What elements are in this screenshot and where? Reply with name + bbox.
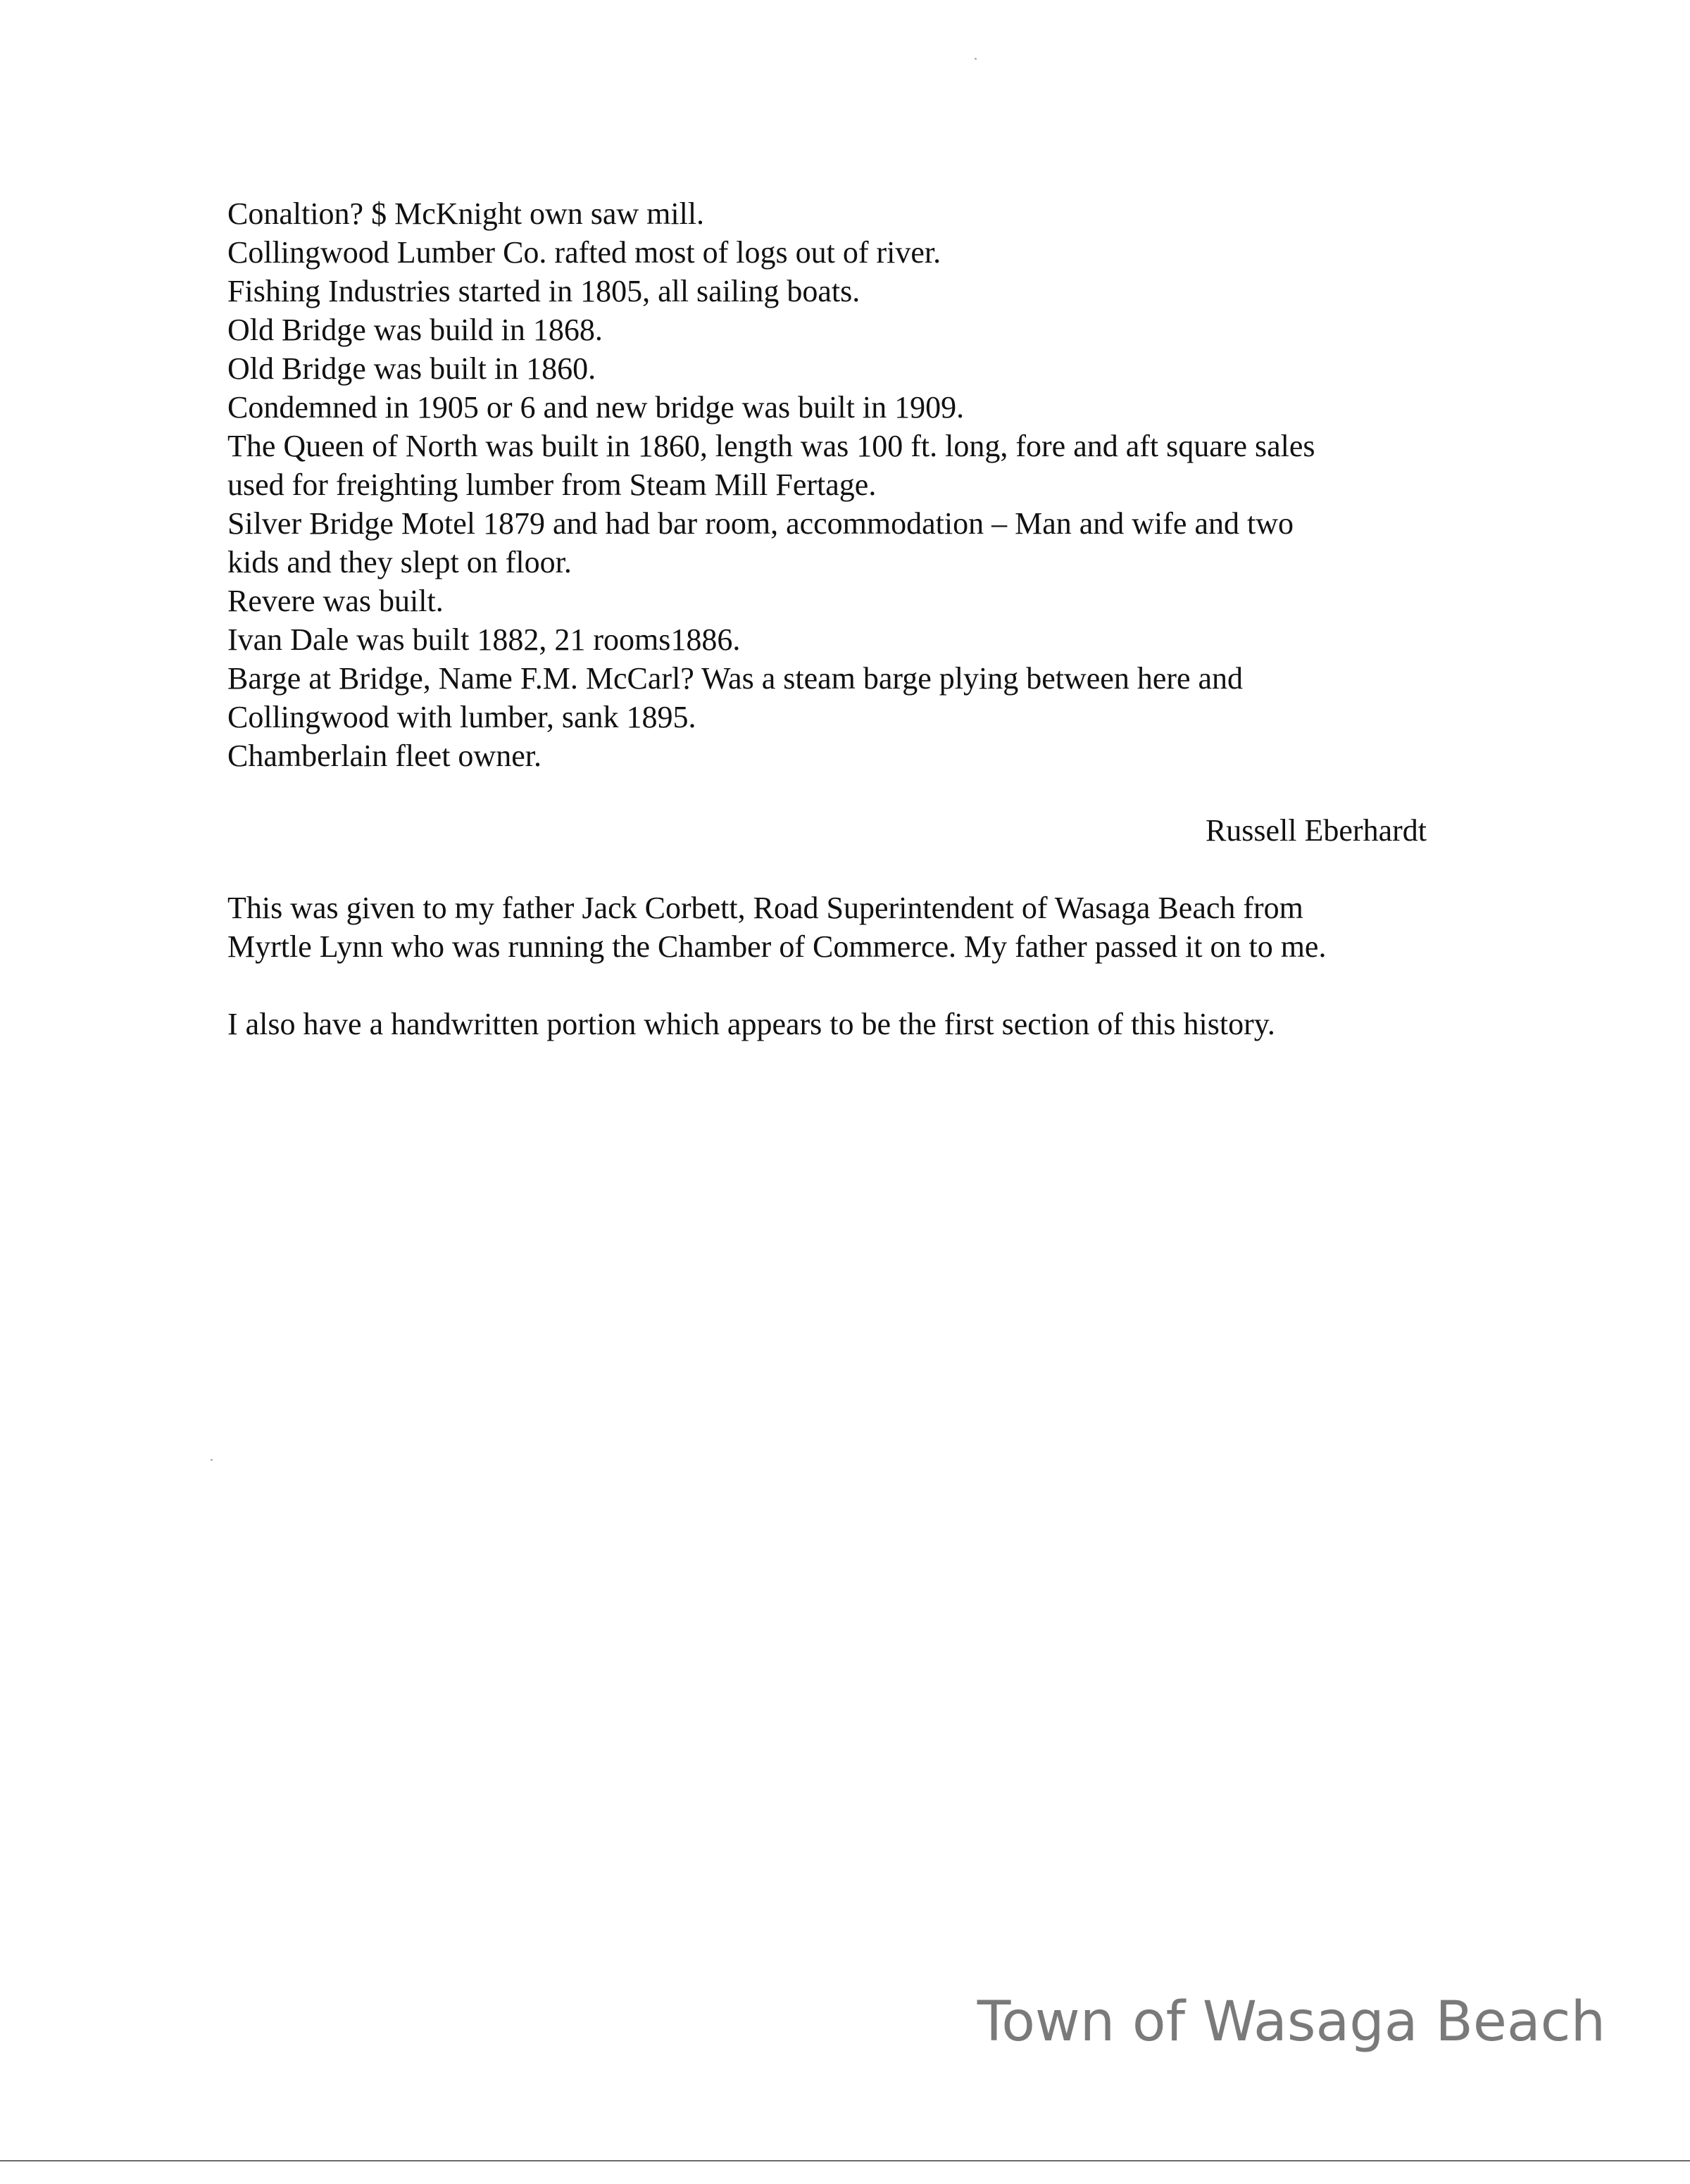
history-line: Old Bridge was built in 1860. [227, 351, 596, 386]
history-line: used for freighting lumber from Steam Mill Fertage. [227, 467, 877, 502]
history-line: Conaltion? $ McKnight own saw mill. [227, 196, 705, 231]
history-line: Collingwood with lumber, sank 1895. [227, 700, 696, 734]
history-line: kids and they slept on floor. [227, 545, 572, 579]
history-line: Silver Bridge Motel 1879 and had bar room, accommodation – Man and wife and two [227, 506, 1294, 541]
history-line: Ivan Dale was built 1882, 21 rooms1886. [227, 622, 741, 657]
author-signature: Russell Eberhardt [1205, 813, 1427, 848]
history-line: Chamberlain fleet owner. [227, 739, 542, 773]
history-line: Old Bridge was build in 1868. [227, 313, 603, 347]
handwritten-portion-note: I also have a handwritten portion which appears to be the first section of this history. [227, 1007, 1275, 1041]
scan-speck [211, 1459, 213, 1461]
history-line: The Queen of North was built in 1860, length was 100 ft. long, fore and aft square sales [227, 429, 1315, 463]
provenance-line: This was given to my father Jack Corbett, Road Superintendent of Wasaga Beach from [227, 891, 1303, 925]
provenance-line: Myrtle Lynn who was running the Chamber of Commerce. My father passed it on to me. [227, 929, 1327, 964]
town-watermark: Town of Wasaga Beach [977, 1990, 1606, 2054]
footer-divider [0, 2160, 1690, 2161]
history-line: Barge at Bridge, Name F.M. McCarl? Was a steam barge plying between here and [227, 661, 1244, 696]
history-notes [227, 194, 1439, 775]
history-line: Condemned in 1905 or 6 and new bridge was built in 1909. [227, 390, 965, 425]
history-line: Revere was built. [227, 584, 444, 618]
scan-speck [975, 58, 977, 60]
history-line: Fishing Industries started in 1805, all sailing boats. [227, 274, 860, 308]
provenance-note [227, 889, 1467, 966]
history-line: Collingwood Lumber Co. rafted most of logs out of river. [227, 235, 941, 270]
